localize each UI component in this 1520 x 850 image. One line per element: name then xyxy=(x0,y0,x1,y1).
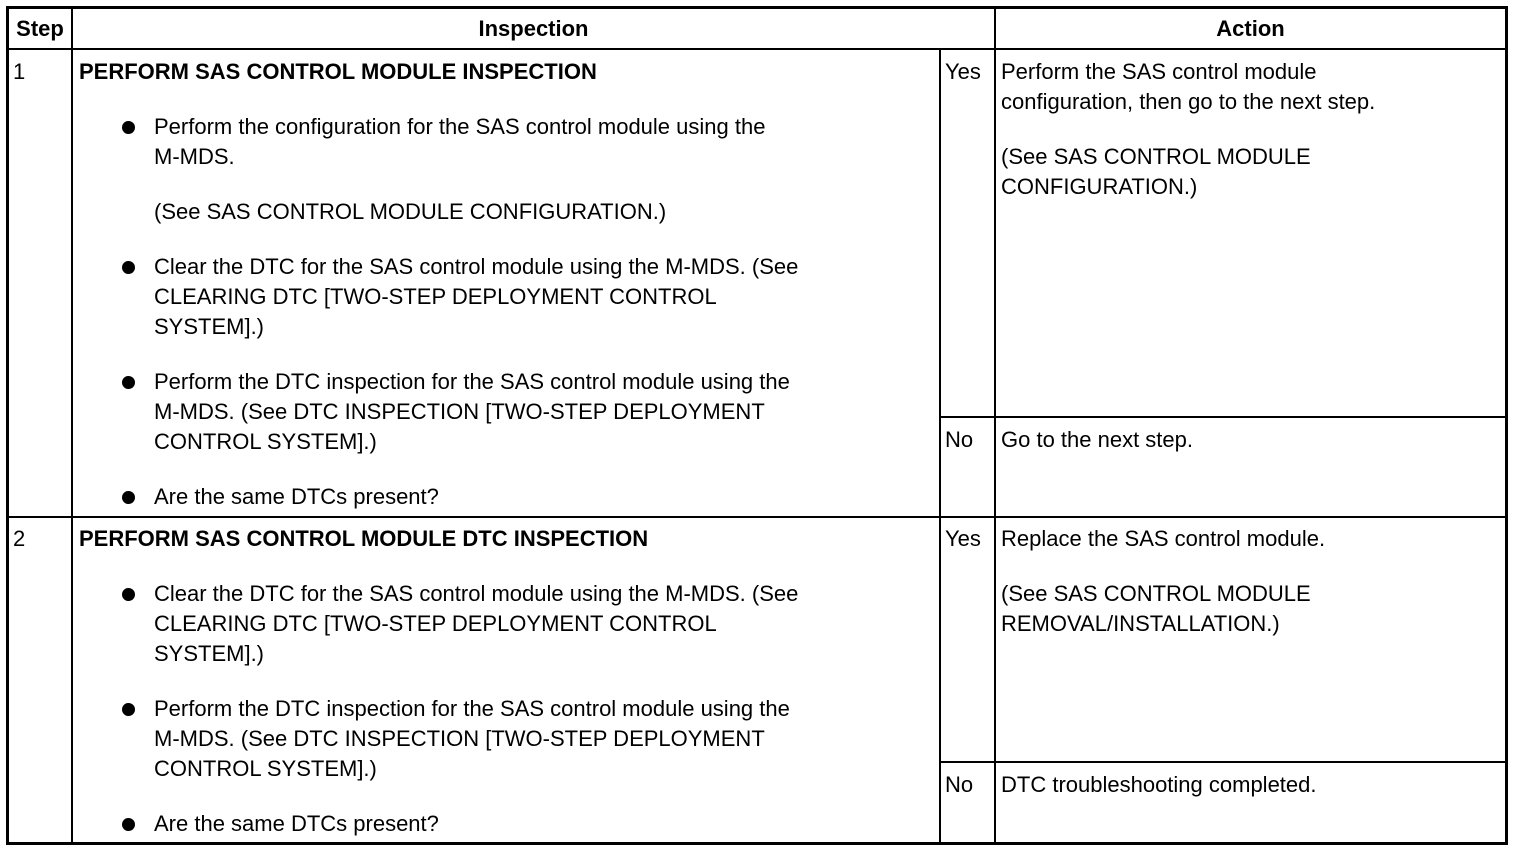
bullet-icon xyxy=(122,121,135,134)
inspection-text: M-MDS. (See DTC INSPECTION [TWO-STEP DEPLOYMENT xyxy=(154,726,765,751)
inspection-text: SYSTEM].) xyxy=(154,641,265,666)
header-action: Action xyxy=(1216,16,1285,41)
action-text: CONFIGURATION.) xyxy=(1001,174,1198,199)
step-col-rule xyxy=(71,9,73,842)
yes-no-rule-1 xyxy=(939,416,1505,418)
inspection-text: Clear the DTC for the SAS control module using the M-MDS. (See xyxy=(154,254,799,279)
row-rule xyxy=(9,516,1505,518)
bullet-icon xyxy=(122,376,135,389)
header-step: Step xyxy=(16,16,64,41)
action-text: (See SAS CONTROL MODULE xyxy=(1001,581,1311,606)
inspection-text: M-MDS. (See DTC INSPECTION [TWO-STEP DEPLOYMENT xyxy=(154,399,765,424)
inspection-text: SYSTEM].) xyxy=(154,314,265,339)
inspection-text: (See SAS CONTROL MODULE CONFIGURATION.) xyxy=(154,199,667,224)
inspection-text: Clear the DTC for the SAS control module using the M-MDS. (See xyxy=(154,581,799,606)
header-inspection: Inspection xyxy=(478,16,589,41)
inspection-text: CONTROL SYSTEM].) xyxy=(154,429,377,454)
inspection-text: Perform the DTC inspection for the SAS control module using the xyxy=(154,696,790,721)
action-text: Go to the next step. xyxy=(1001,427,1194,452)
inspection-text: Perform the configuration for the SAS control module using the xyxy=(154,114,766,139)
action-text: (See SAS CONTROL MODULE xyxy=(1001,144,1311,169)
inspection-text: Are the same DTCs present? xyxy=(154,811,439,836)
action-col-rule xyxy=(994,9,996,842)
bullet-icon xyxy=(122,818,135,831)
step-number: 1 xyxy=(13,59,26,84)
bullet-icon xyxy=(122,261,135,274)
answer-no: No xyxy=(945,427,974,452)
step-number: 2 xyxy=(13,526,26,551)
inspection-table xyxy=(6,6,1508,845)
action-text: Replace the SAS control module. xyxy=(1001,526,1326,551)
answer-no: No xyxy=(945,772,974,797)
answer-yes: Yes xyxy=(945,526,981,551)
inspection-text: M-MDS. xyxy=(154,144,235,169)
inspection-text: CONTROL SYSTEM].) xyxy=(154,756,377,781)
answer-yes: Yes xyxy=(945,59,981,84)
bullet-icon xyxy=(122,588,135,601)
answer-col-rule xyxy=(939,48,941,842)
bullet-icon xyxy=(122,491,135,504)
inspection-text: CLEARING DTC [TWO-STEP DEPLOYMENT CONTROL xyxy=(154,611,717,636)
inspection-title: PERFORM SAS CONTROL MODULE DTC INSPECTION xyxy=(79,526,649,551)
inspection-text: CLEARING DTC [TWO-STEP DEPLOYMENT CONTROL xyxy=(154,284,717,309)
inspection-title: PERFORM SAS CONTROL MODULE INSPECTION xyxy=(79,59,597,84)
action-text: REMOVAL/INSTALLATION.) xyxy=(1001,611,1280,636)
header-rule xyxy=(9,48,1505,50)
yes-no-rule-2 xyxy=(939,761,1505,763)
action-text: Perform the SAS control module xyxy=(1001,59,1317,84)
action-text: DTC troubleshooting completed. xyxy=(1001,772,1317,797)
inspection-text: Are the same DTCs present? xyxy=(154,484,439,509)
bullet-icon xyxy=(122,703,135,716)
inspection-text: Perform the DTC inspection for the SAS control module using the xyxy=(154,369,790,394)
action-text: configuration, then go to the next step. xyxy=(1001,89,1376,114)
